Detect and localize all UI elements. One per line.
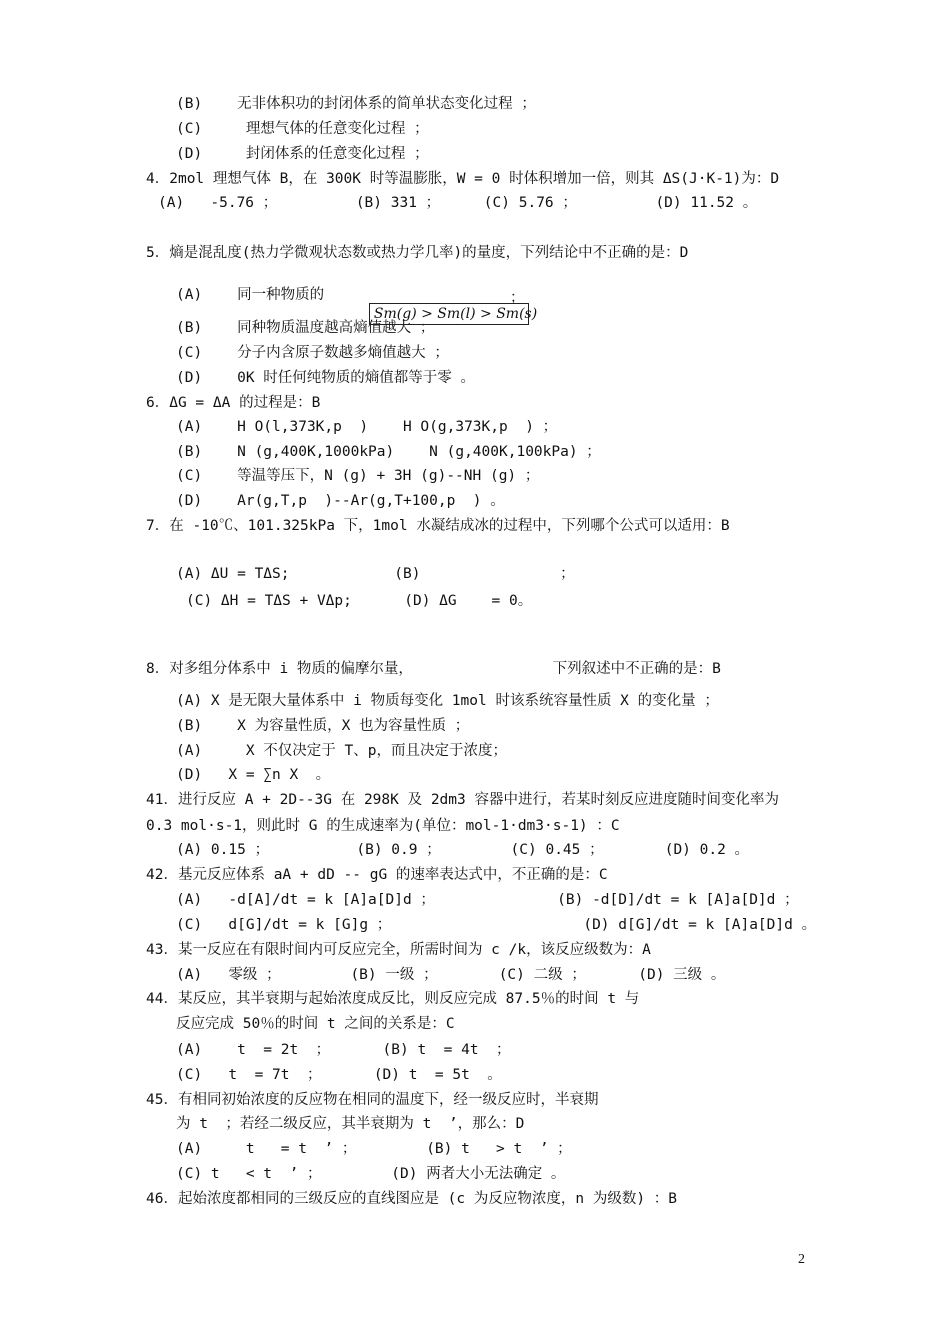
text-line: (C) ΔH = TΔS + VΔp; (D) ΔG = 0。	[186, 593, 533, 609]
text-line: (A) ΔU = TΔS; (B) ；	[176, 566, 575, 582]
text-line: (C) 等温等压下，N (g) + 3H (g)--NH (g) ；	[176, 468, 540, 484]
text-line: (D) Ar(g,T,p )--Ar(g,T+100,p ) 。	[176, 493, 505, 509]
text-line: (C) d[G]/dt = k [G]g ； (D) d[G]/dt = k [A]a[D]d 。	[176, 917, 817, 933]
text-line: 4．2mol 理想气体 B，在 300K 时等温膨胀，W = 0 时体积增加一倍，则其 ΔS(J·K-1)为：D	[146, 171, 780, 187]
text-line: (D) 封闭体系的任意变化过程 ；	[176, 146, 429, 162]
text-line: (B) N (g,400K,1000kPa) N (g,400K,100kPa) ；	[176, 444, 601, 460]
text-line: (A) X 不仅决定于 T、p，而且决定于浓度；	[176, 743, 507, 759]
text-line: 为 t ；若经二级反应，其半衰期为 t ’，那么：D	[176, 1116, 525, 1132]
page-number: 2	[798, 1252, 805, 1267]
text-line: (A) X 是无限大量体系中 i 物质每变化 1mol 时该系统容量性质 X 的变化量 ；	[176, 693, 719, 709]
text-line: 6．ΔG = ΔA 的过程是：B	[146, 395, 321, 411]
text-line: (D) X = ∑n X 。	[176, 767, 331, 783]
text-line: (A) H O(l,373K,p ) H O(g,373K,p ) ；	[176, 419, 558, 435]
text-line: 5．熵是混乱度(热力学微观状态数或热力学几率)的量度，下列结论中不正确的是：D	[146, 245, 689, 261]
text-line: (D) 0K 时任何纯物质的熵值都等于零 。	[176, 370, 476, 386]
text-line: 44．某反应，其半衰期与起始浓度成反比，则反应完成 87.5％的时间 t 与	[146, 991, 640, 1007]
text-line: (C) 理想气体的任意变化过程 ；	[176, 121, 429, 137]
text-line: 0.3 mol·s-1，则此时 G 的生成速率为(单位：mol-1·dm3·s-1) ：C	[146, 818, 620, 834]
text-line: ；	[510, 290, 525, 306]
text-line: (A) 零级 ； (B) 一级 ； (C) 二级 ； (D) 三级 。	[176, 967, 726, 983]
text-line: 8．对多组分体系中 i 物质的偏摩尔量， 下列叙述中不正确的是：B	[146, 661, 721, 677]
entropy-order-formula: Sm(g) > Sm(l) > Sm(s)	[369, 303, 529, 325]
text-line: 反应完成 50％的时间 t 之间的关系是：C	[176, 1016, 455, 1032]
text-line: 46．起始浓度都相同的三级反应的直线图应是 (c 为反应物浓度，n 为级数) ：B	[146, 1191, 678, 1207]
text-line: (B) 无非体积功的封闭体系的简单状态变化过程 ；	[176, 96, 536, 112]
text-line: 45．有相同初始浓度的反应物在相同的温度下，经一级反应时，半衰期	[146, 1092, 599, 1108]
text-line: (A) -5.76 ； (B) 331 ； (C) 5.76 ； (D) 11.52 。	[158, 195, 758, 211]
text-line: (A) 0.15 ； (B) 0.9 ； (C) 0.45 ； (D) 0.2 。	[176, 842, 750, 858]
text-line: (B) X 为容量性质，X 也为容量性质 ；	[176, 718, 470, 734]
text-line: 43．某一反应在有限时间内可反应完全，所需时间为 c /k，该反应级数为：A	[146, 942, 651, 958]
text-line: (B) 同种物质温度越高熵值越大 ；	[176, 320, 435, 336]
text-line: 7．在 -10℃、101.325kPa 下，1mol 水凝结成冰的过程中，下列哪个公式可以适用：B	[146, 518, 730, 534]
text-line: (A) t = t ’ ； (B) t > t ’ ；	[176, 1141, 572, 1157]
text-line: (C) t < t ’ ； (D) 两者大小无法确定 。	[176, 1166, 566, 1182]
text-line: (A) -d[A]/dt = k [A]a[D]d ； (B) -d[D]/dt = k [A]a[D]d ；	[176, 892, 799, 908]
text-line: 42．基元反应体系 aA + dD -- gG 的速率表达式中，不正确的是：C	[146, 867, 608, 883]
text-line: (A) t = 2t ； (B) t = 4t ；	[176, 1042, 511, 1058]
boxed-formula-container	[328, 283, 538, 345]
text-line: (A) 同一种物质的	[176, 287, 325, 303]
text-line: (C) t = 7t ； (D) t = 5t 。	[176, 1067, 502, 1083]
text-line: (C) 分子内含原子数越多熵值越大 ；	[176, 345, 449, 361]
text-line: 41．进行反应 A + 2D--3G 在 298K 及 2dm3 容器中进行，若某时刻反应进度随时间变化率为	[146, 792, 779, 808]
